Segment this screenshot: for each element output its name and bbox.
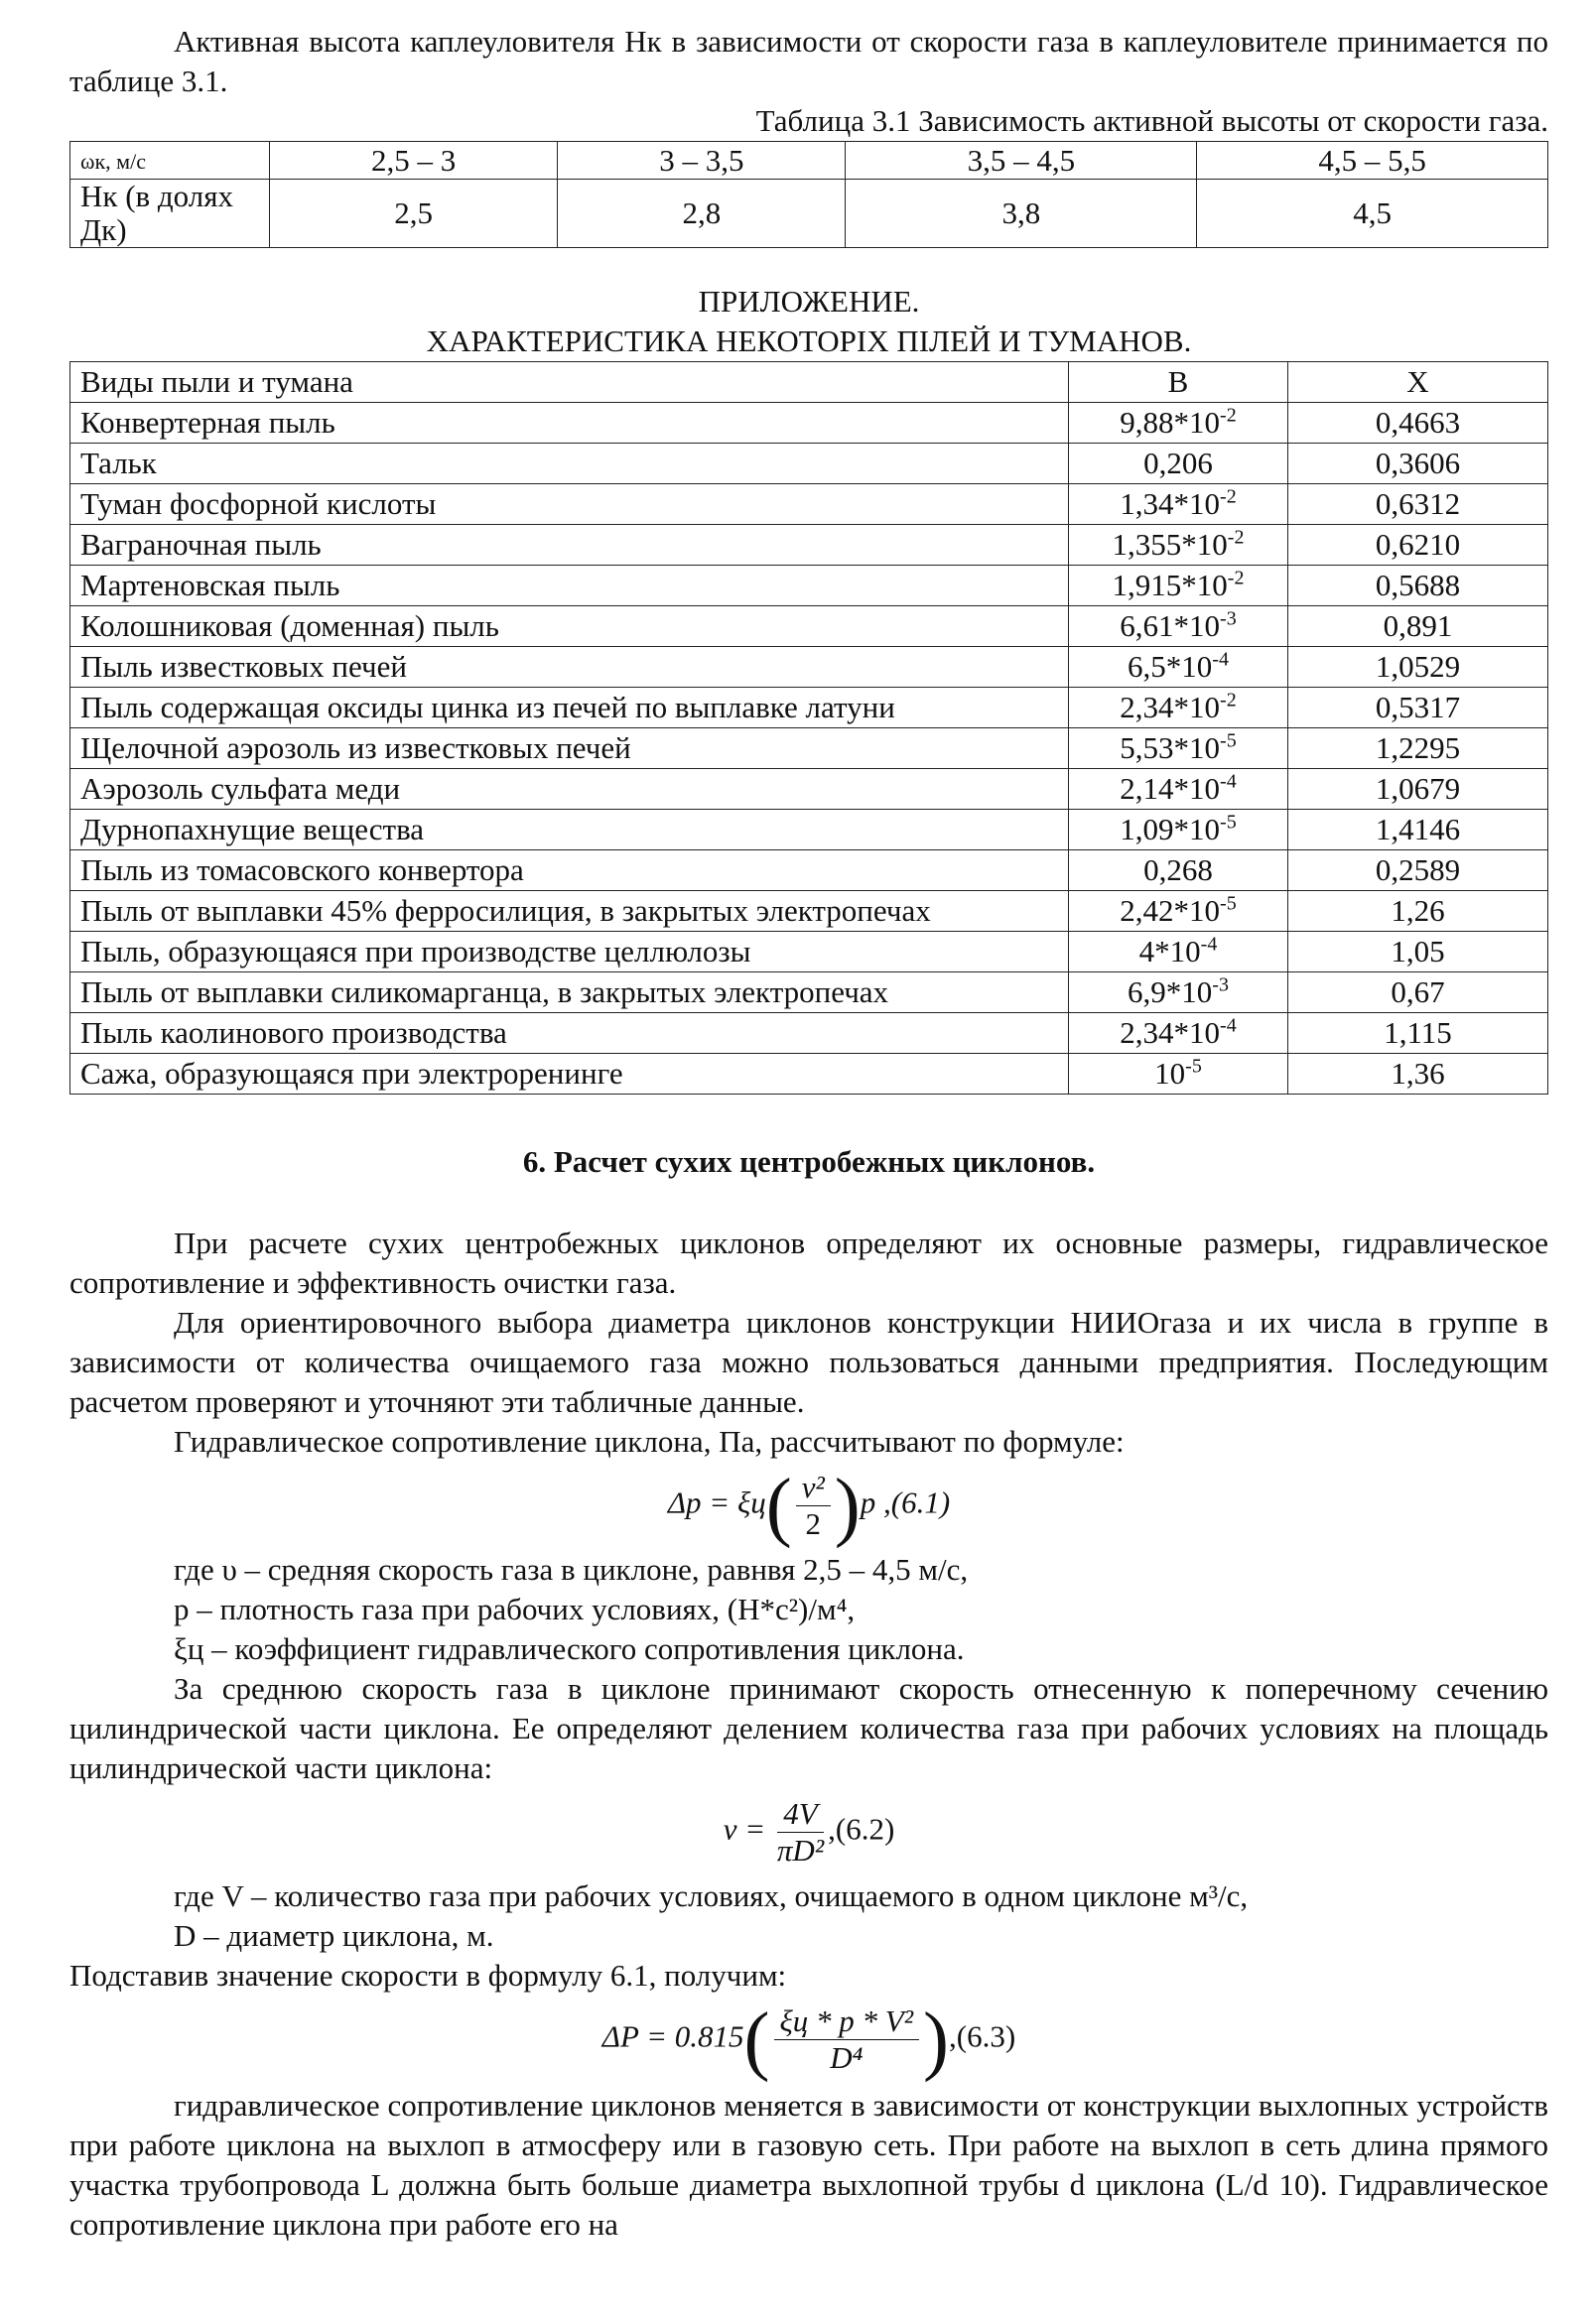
b-value-cell: $5,53*10^{-5}$ bbox=[1069, 728, 1288, 769]
section-heading: 6. Расчет сухих центробежных циклонов. bbox=[522, 1144, 1096, 1179]
b-value-cell: $6,5*10^{-4}$ bbox=[1069, 647, 1288, 688]
definition: D – диаметр циклона, м. bbox=[174, 1918, 494, 1953]
dust-name-cell: Пыль, образующаяся при производстве целлюлозы bbox=[70, 932, 1069, 972]
table-row bbox=[70, 688, 1548, 728]
dust-name-cell: Пыль каолинового производства bbox=[70, 1013, 1069, 1054]
table-cell: 4,5 – 5,5 bbox=[1197, 142, 1548, 180]
table-row bbox=[70, 810, 1548, 850]
dust-table bbox=[69, 361, 1548, 1095]
x-value-cell: 0,4663 bbox=[1288, 403, 1548, 444]
b-value-cell: $6,61*10^{-3}$ bbox=[1069, 606, 1288, 647]
dust-name-cell: Пыль от выплавки 45% ферросилиция, в закрытых электропечах bbox=[70, 891, 1069, 932]
intro-paragraph: Активная высота каплеуловителя Нк в зависимости от скорости газа в каплеуловителе принимается по таблице 3.1. bbox=[69, 24, 1548, 98]
table-cell: 3,5 – 4,5 bbox=[846, 142, 1197, 180]
b-value-cell: $1,09*10^{-5}$ bbox=[1069, 810, 1288, 850]
table-row bbox=[70, 891, 1548, 932]
table-row bbox=[70, 728, 1548, 769]
definition: ξц – коэффициент гидравлического сопротивления циклона. bbox=[174, 1631, 965, 1666]
table-header: Виды пыли и тумана bbox=[70, 362, 1069, 403]
x-value-cell: 1,0529 bbox=[1288, 647, 1548, 688]
x-value-cell: 0,5317 bbox=[1288, 688, 1548, 728]
dust-name-cell: Туман фосфорной кислоты bbox=[70, 484, 1069, 525]
table-cell: 3,8 bbox=[846, 180, 1197, 248]
b-value-cell: 0,268 bbox=[1069, 850, 1288, 891]
table-cell: ωк, м/с bbox=[70, 142, 270, 180]
table-header: Х bbox=[1288, 362, 1548, 403]
dust-name-cell: Колошниковая (доменная) пыль bbox=[70, 606, 1069, 647]
table-row bbox=[70, 180, 1548, 248]
paragraph: Подставив значение скорости в формулу 6.1, получим: bbox=[69, 1958, 787, 1993]
table-row bbox=[70, 972, 1548, 1013]
dust-name-cell: Пыль от выплавки силикомарганца, в закрытых электропечах bbox=[70, 972, 1069, 1013]
table-row bbox=[70, 444, 1548, 484]
table-row bbox=[70, 932, 1548, 972]
table-cell: 2,5 bbox=[270, 180, 558, 248]
table-row bbox=[70, 1013, 1548, 1054]
table-row bbox=[70, 769, 1548, 810]
table-row bbox=[70, 484, 1548, 525]
table-row bbox=[70, 606, 1548, 647]
table-row bbox=[70, 850, 1548, 891]
document-page bbox=[69, 22, 1548, 2245]
appendix-title: ПРИЛОЖЕНИЕ. bbox=[698, 284, 920, 319]
b-value-cell: $1,915*10^{-2}$ bbox=[1069, 566, 1288, 606]
table-cell: Нк (в долях Дк) bbox=[70, 180, 270, 248]
x-value-cell: 1,05 bbox=[1288, 932, 1548, 972]
paragraph: Для ориентировочного выбора диаметра циклонов конструкции НИИОгаза и их числа в группе в зависимости от количества очищаемого газа можно пользоваться данными предприятия. Последующим расчетом проверяют и уточняют эти табличные данные. bbox=[69, 1305, 1548, 1419]
paragraph: За среднюю скорость газа в циклоне принимают скорость отнесенную к поперечному сечению цилиндрической части циклона. Ее определяют делением количества газа при рабочих условиях на площадь цилиндрической части циклона: bbox=[69, 1671, 1548, 1785]
formula-6-1: Δp = ξц( $\frac{\text{ν²}}{2}$ )p ,(6.1) bbox=[667, 1462, 951, 1549]
dust-name-cell: Пыль из томасовского конвертора bbox=[70, 850, 1069, 891]
b-value-cell: $2,14*10^{-4}$ bbox=[1069, 769, 1288, 810]
table-cell: 2,5 – 3 bbox=[270, 142, 558, 180]
x-value-cell: 1,2295 bbox=[1288, 728, 1548, 769]
table-row bbox=[70, 142, 1548, 180]
b-value-cell: 0,206 bbox=[1069, 444, 1288, 484]
b-value-cell: $2,42*10^{-5}$ bbox=[1069, 891, 1288, 932]
paragraph: Гидравлическое сопротивление циклона, Па, рассчитывают по формуле: bbox=[174, 1424, 1125, 1459]
x-value-cell: 0,6312 bbox=[1288, 484, 1548, 525]
b-value-cell: $1,34*10^{-2}$ bbox=[1069, 484, 1288, 525]
dust-name-cell: Мартеновская пыль bbox=[70, 566, 1069, 606]
definition: p – плотность газа при рабочих условиях, (Н*с²)/м⁴, bbox=[174, 1592, 856, 1626]
x-value-cell: 0,3606 bbox=[1288, 444, 1548, 484]
dust-name-cell: Тальк bbox=[70, 444, 1069, 484]
x-value-cell: 0,67 bbox=[1288, 972, 1548, 1013]
table-cell: 2,8 bbox=[558, 180, 846, 248]
x-value-cell: 1,36 bbox=[1288, 1054, 1548, 1095]
x-value-cell: 1,4146 bbox=[1288, 810, 1548, 850]
b-value-cell: $1,355*10^{-2}$ bbox=[1069, 525, 1288, 566]
b-value-cell: $6,9*10^{-3}$ bbox=[1069, 972, 1288, 1013]
table-row bbox=[70, 647, 1548, 688]
table-row bbox=[70, 525, 1548, 566]
x-value-cell: 1,26 bbox=[1288, 891, 1548, 932]
dust-name-cell: Пыль содержащая оксиды цинка из печей по выплавке латуни bbox=[70, 688, 1069, 728]
dust-name-cell: Дурнопахнущие вещества bbox=[70, 810, 1069, 850]
b-value-cell: $2,34*10^{-2}$ bbox=[1069, 688, 1288, 728]
b-value-cell: $2,34*10^{-4}$ bbox=[1069, 1013, 1288, 1054]
dust-name-cell: Ваграночная пыль bbox=[70, 525, 1069, 566]
table-caption: Таблица 3.1 Зависимость активной высоты от скорости газа. bbox=[755, 103, 1548, 138]
table-row bbox=[70, 403, 1548, 444]
definition: где υ – средняя скорость газа в циклоне, равнвя 2,5 – 4,5 м/с, bbox=[174, 1552, 969, 1587]
b-value-cell: $10^{-5}$ bbox=[1069, 1054, 1288, 1095]
appendix-subtitle: ХАРАКТЕРИСТИКА НЕКОТОРІХ ПІЛЕЙ И ТУМАНОВ. bbox=[426, 323, 1192, 358]
formula-6-3: ΔP = 0.815( $\frac{\text{ξц * p * V²}}{\text{D⁴}}$ ),(6.3) bbox=[601, 1996, 1016, 2083]
x-value-cell: 0,5688 bbox=[1288, 566, 1548, 606]
table-3-1 bbox=[69, 141, 1548, 248]
dust-name-cell: Аэрозоль сульфата меди bbox=[70, 769, 1069, 810]
x-value-cell: 1,0679 bbox=[1288, 769, 1548, 810]
paragraph: гидравлическое сопротивление циклонов меняется в зависимости от конструкции выхлопных устройств при работе циклона на выхлоп в атмосферу или в газовую сеть. При работе на выхлоп в сеть длина прямого участка трубопровода L должна быть больше диаметра выхлопной трубы d циклона (L/d 10). Гидравлическое сопротивление циклона при работе его на bbox=[69, 2088, 1548, 2242]
paragraph: При расчете сухих центробежных циклонов определяют их основные размеры, гидравлическое сопротивление и эффективность очистки газа. bbox=[69, 1226, 1548, 1300]
x-value-cell: 0,6210 bbox=[1288, 525, 1548, 566]
dust-name-cell: Щелочной аэрозоль из известковых печей bbox=[70, 728, 1069, 769]
dust-name-cell: Конвертерная пыль bbox=[70, 403, 1069, 444]
table-row bbox=[70, 566, 1548, 606]
table-row bbox=[70, 1054, 1548, 1095]
formula-6-2: ν = $\frac{4V}{\text{πD²}}$ ,(6.2) bbox=[723, 1796, 895, 1868]
table-cell: 3 – 3,5 bbox=[558, 142, 846, 180]
x-value-cell: 0,2589 bbox=[1288, 850, 1548, 891]
table-header-row bbox=[70, 362, 1548, 403]
b-value-cell: $4*10^{-4}$ bbox=[1069, 932, 1288, 972]
definition: где V – количество газа при рабочих условиях, очищаемого в одном циклоне м³/с, bbox=[174, 1878, 1249, 1913]
b-value-cell: $9,88*10^{-2}$ bbox=[1069, 403, 1288, 444]
dust-name-cell: Пыль известковых печей bbox=[70, 647, 1069, 688]
x-value-cell: 0,891 bbox=[1288, 606, 1548, 647]
x-value-cell: 1,115 bbox=[1288, 1013, 1548, 1054]
table-header: В bbox=[1069, 362, 1288, 403]
table-cell: 4,5 bbox=[1197, 180, 1548, 248]
dust-name-cell: Сажа, образующаяся при электроренинге bbox=[70, 1054, 1069, 1095]
